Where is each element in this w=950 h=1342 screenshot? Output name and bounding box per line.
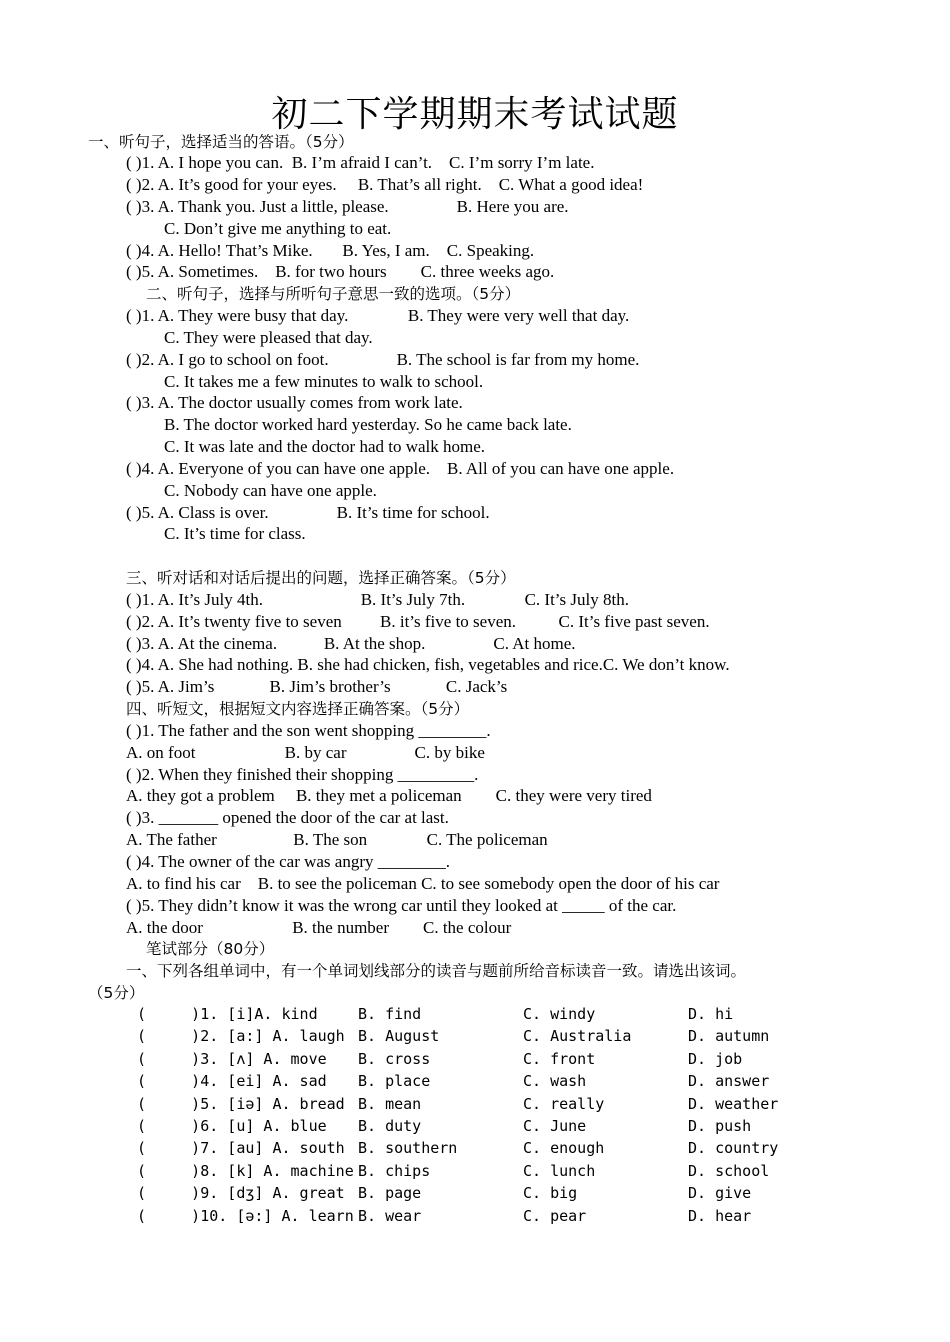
question-line: ( )3. A. Thank you. Just a little, please. B. Here you are. [126,197,569,216]
phonetic-option-c: C. June [523,1117,587,1135]
phonetic-option-d: D. weather [688,1094,779,1113]
question-line: ( )3. A. The doctor usually comes from work late. [126,393,463,412]
section-heading: 一、下列各组单词中，有一个单词划线部分的读音与题前所给音标读音一致。请选出该词。 [126,962,747,980]
phonetic-option-b: B. southern [358,1139,458,1158]
question-line: A. they got a problem B. they met a policeman C. they were very tired [126,786,652,805]
phonetic-option-d: D. hi [688,1005,734,1023]
phonetic-option-q: ( )8. [k] A. machine [137,1161,354,1180]
phonetic-option-b: B. cross [358,1049,431,1068]
phonetic-option-b: B. mean [358,1094,422,1113]
phonetic-row [0,1093,950,1115]
question-line: ( )4. A. Hello! That’s Mike. B. Yes, I am. C. Speaking. [126,241,535,260]
question-line: B. The doctor worked hard yesterday. So he came back late. [164,415,572,434]
phonetic-option-q: ( )5. [iə] A. bread [137,1094,345,1113]
phonetic-row [0,1137,950,1159]
phonetic-option-d: D. country [688,1139,779,1158]
question-line: C. Nobody can have one apple. [164,481,377,500]
phonetic-option-d: D. hear [688,1206,752,1225]
phonetic-option-q: ( )1. [i]A. kind [137,1005,318,1023]
section-heading: 二、听句子，选择与所听句子意思一致的选项。（5分） [146,285,521,303]
question-line: ( )4. The owner of the car was angry ________. [126,852,451,871]
question-line: ( )2. A. I go to school on foot. B. The school is far from my home. [126,350,640,369]
question-line: A. The father B. The son C. The policeman [126,830,548,849]
phonetic-option-b: B. place [358,1072,431,1091]
phonetic-option-c: C. Australia [523,1027,632,1046]
question-line: ( )4. A. She had nothing. B. she had chicken, fish, vegetables and rice.C. We don’t know. [126,655,730,674]
question-line: A. to find his car B. to see the policeman C. to see somebody open the door of his car [126,874,720,893]
phonetic-row [0,1025,950,1047]
phonetic-option-c: C. wash [523,1072,587,1091]
phonetic-option-d: D. give [688,1184,752,1203]
phonetic-option-c: C. windy [523,1005,596,1023]
phonetic-option-c: C. enough [523,1139,605,1158]
phonetic-option-q: ( )9. [dʒ] A. great [137,1184,345,1203]
question-line: A. the door B. the number C. the colour [126,918,512,937]
question-line: ( )2. When they finished their shopping _________. [126,765,479,784]
phonetic-row [0,1182,950,1204]
phonetic-option-q: ( )4. [ei] A. sad [137,1072,327,1091]
phonetic-option-q: ( )3. [ʌ] A. move [137,1049,327,1068]
question-line: C. It was late and the doctor had to walk home. [164,437,486,456]
page-title: 初二下学期期末考试试题 [271,94,679,135]
phonetic-option-b: B. duty [358,1117,422,1135]
question-line: C. Don’t give me anything to eat. [164,219,392,238]
question-line: C. It’s time for class. [164,524,306,543]
question-line: ( )5. A. Sometimes. B. for two hours C. three weeks ago. [126,262,555,281]
phonetic-row [0,1070,950,1092]
section-heading: 四、听短文，根据短文内容选择正确答案。（5分） [126,700,470,718]
phonetic-option-b: B. wear [358,1206,422,1225]
phonetic-option-c: C. pear [523,1206,587,1225]
question-line: ( )5. They didn’t know it was the wrong car until they looked at _____ of the car. [126,896,677,915]
phonetic-option-c: C. really [523,1094,605,1113]
phonetic-option-d: D. autumn [688,1027,770,1046]
phonetic-option-c: C. front [523,1049,596,1068]
phonetic-option-q: ( )2. [a:] A. laugh [137,1027,345,1046]
phonetic-row [0,1048,950,1070]
phonetic-option-d: D. job [688,1049,743,1068]
phonetic-option-c: C. lunch [523,1161,596,1180]
question-line: C. They were pleased that day. [164,328,373,347]
phonetic-option-q: ( )10. [ə:] A. learn [137,1206,354,1225]
phonetic-option-q: ( )6. [u] A. blue [137,1117,327,1135]
phonetic-option-d: D. school [688,1161,770,1180]
phonetic-option-b: B. August [358,1027,440,1046]
question-line: ( )1. A. I hope you can. B. I’m afraid I can’t. C. I’m sorry I’m late. [126,153,595,172]
question-line: ( )4. A. Everyone of you can have one apple. B. All of you can have one apple. [126,459,675,478]
section-heading: 一、听句子，选择适当的答语。（5分） [88,133,354,151]
phonetic-option-q: ( )7. [au] A. south [137,1139,345,1158]
question-line: ( )3. _______ opened the door of the car at last. [126,808,449,827]
phonetic-option-b: B. find [358,1005,422,1023]
phonetic-option-b: B. page [358,1184,422,1203]
question-line: C. It takes me a few minutes to walk to school. [164,372,484,391]
phonetic-row [0,1205,950,1227]
question-line: A. on foot B. by car C. by bike [126,743,485,762]
phonetic-row [0,1115,950,1137]
question-line: ( )1. A. They were busy that day. B. They were very well that day. [126,306,630,325]
section-heading: （5分） [88,984,145,1002]
section-heading: 三、听对话和对话后提出的问题，选择正确答案。（5分） [126,569,516,587]
phonetic-option-d: D. push [688,1117,752,1135]
question-line: ( )1. The father and the son went shopping ________. [126,721,491,740]
phonetic-option-c: C. big [523,1184,578,1203]
question-line: ( )2. A. It’s twenty five to seven B. it’s five to seven. C. It’s five past seven. [126,612,710,631]
phonetic-row [0,1003,950,1025]
question-line: ( )5. A. Class is over. B. It’s time for school. [126,503,490,522]
question-line: ( )1. A. It’s July 4th. B. It’s July 7th. C. It’s July 8th. [126,590,629,609]
question-line: ( )2. A. It’s good for your eyes. B. That’s all right. C. What a good idea! [126,175,644,194]
section-heading: 笔试部分（80分） [146,940,275,958]
question-line: ( )5. A. Jim’s B. Jim’s brother’s C. Jack’s [126,677,508,696]
phonetic-option-d: D. answer [688,1072,770,1091]
question-line: ( )3. A. At the cinema. B. At the shop. C. At home. [126,634,576,653]
phonetic-option-b: B. chips [358,1161,431,1180]
phonetic-row [0,1160,950,1182]
